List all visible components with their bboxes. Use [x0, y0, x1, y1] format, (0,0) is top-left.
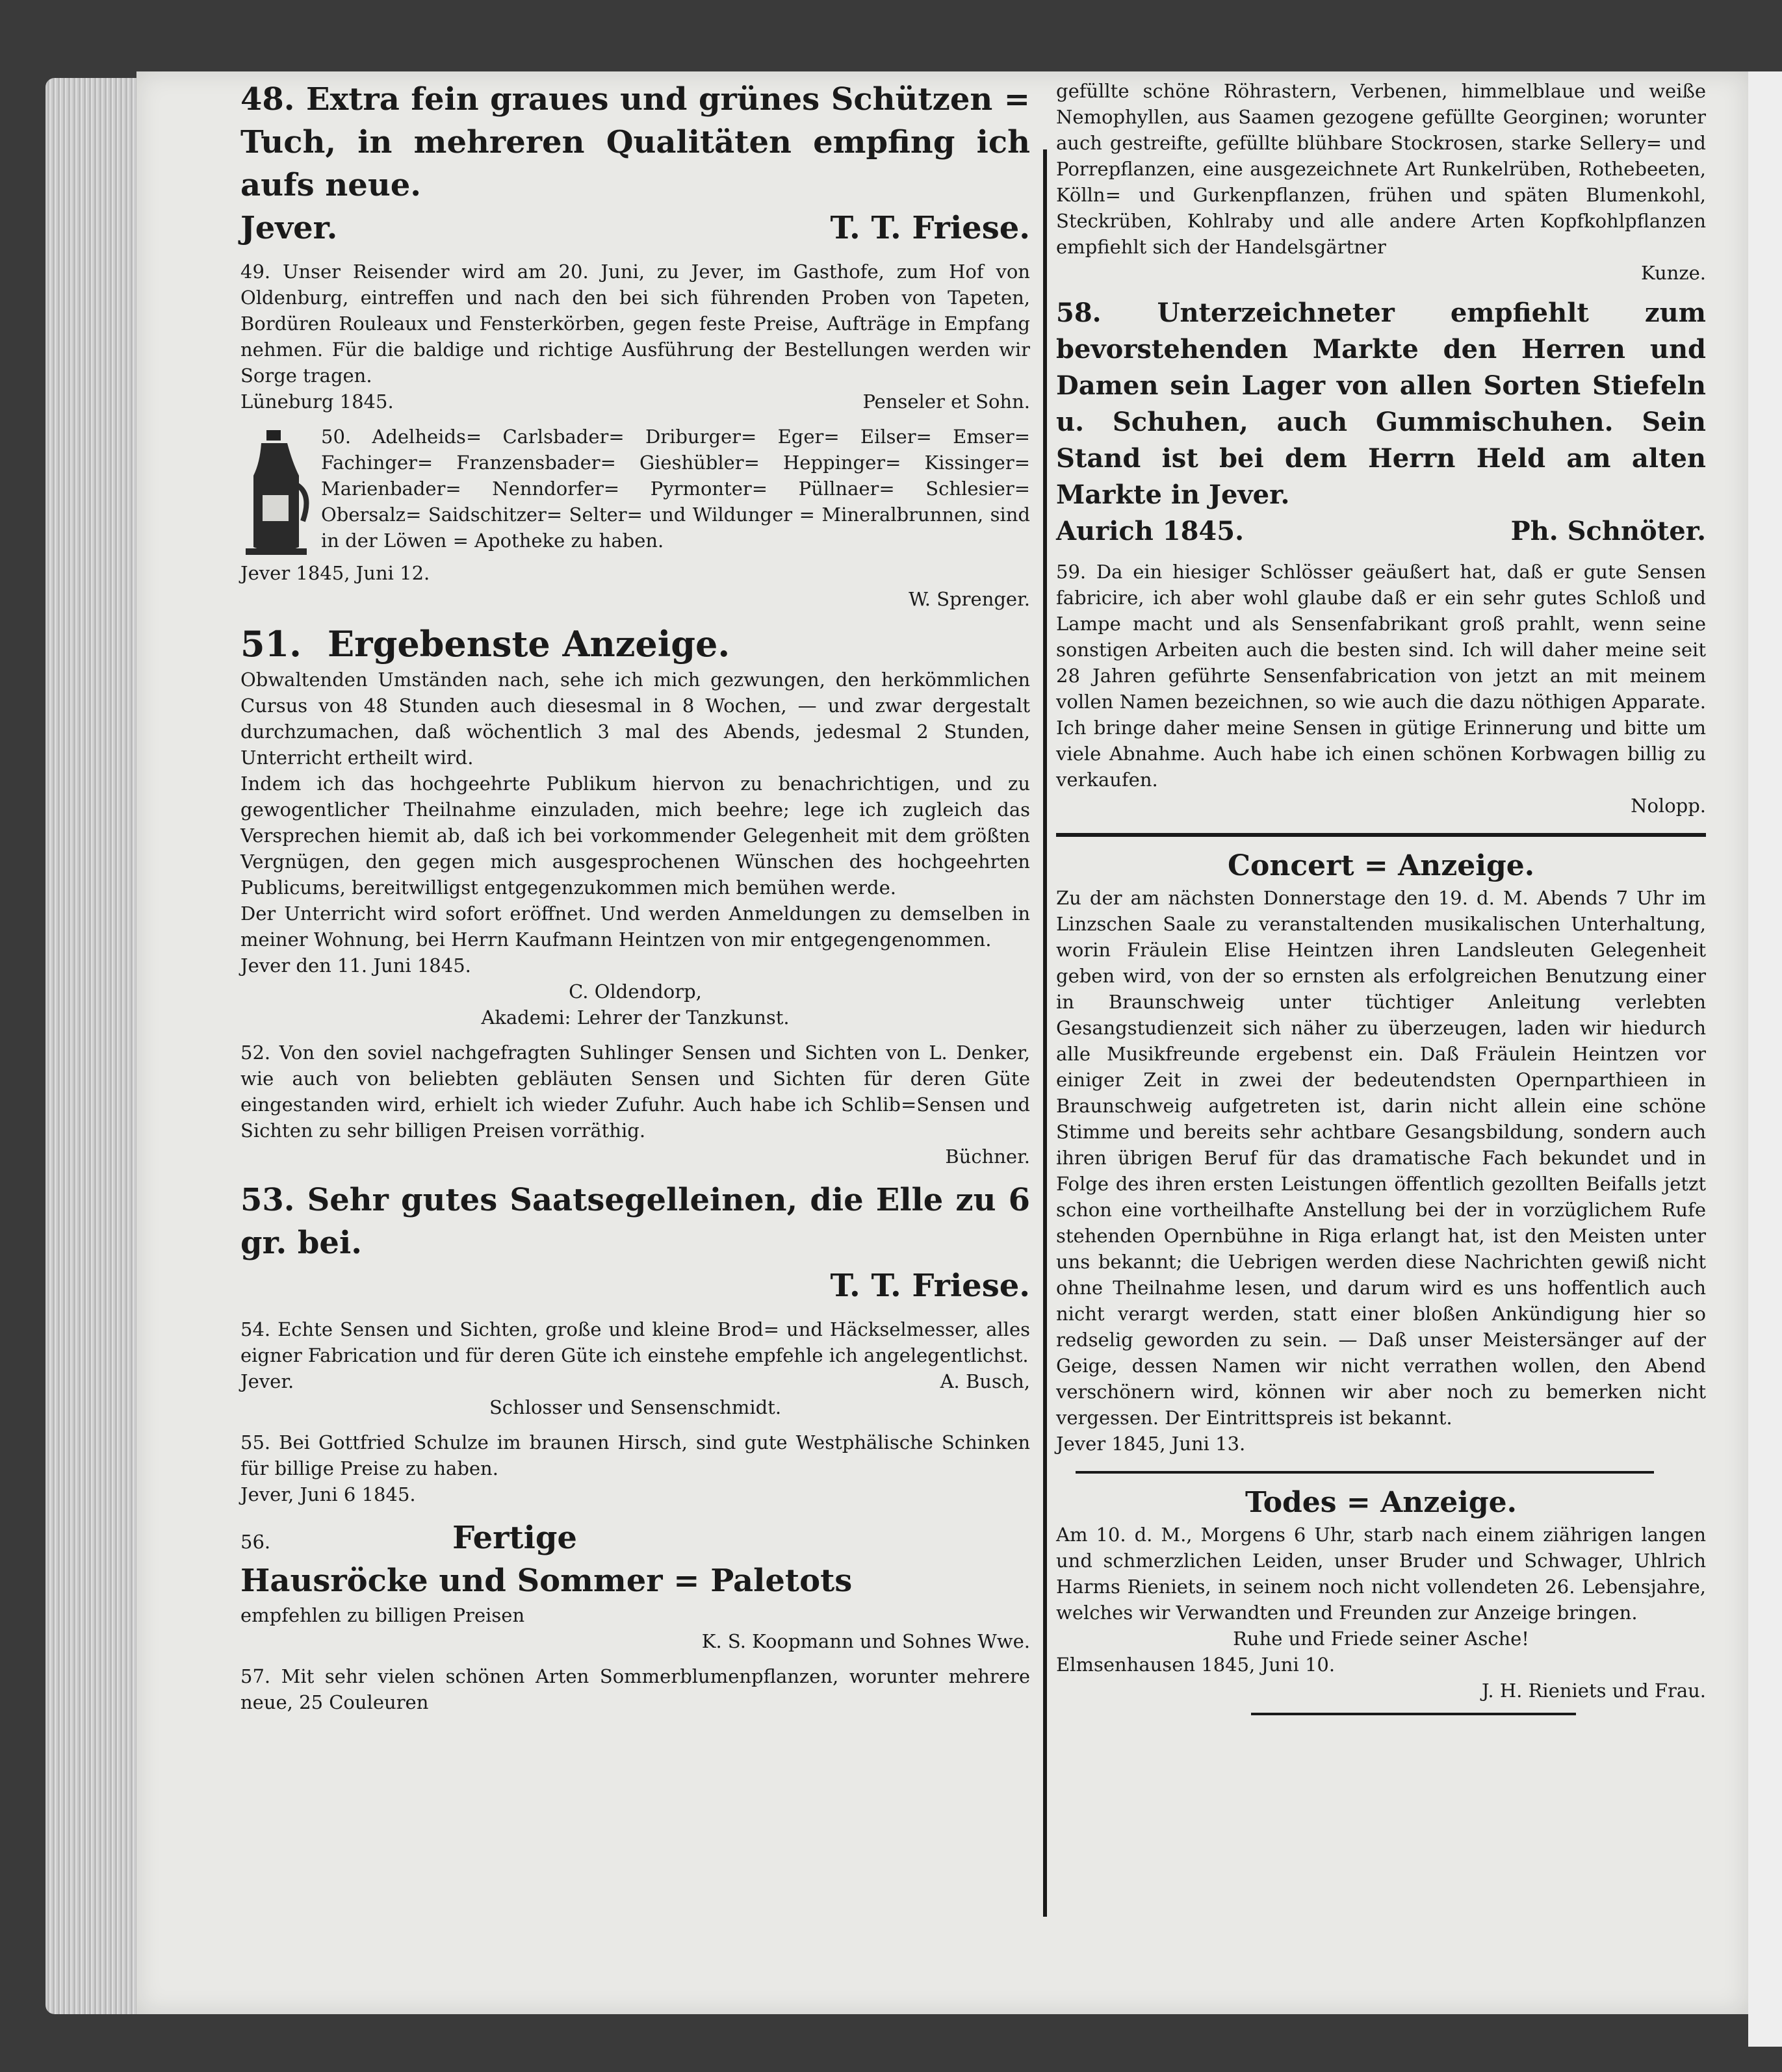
- ad-53-text: 53. Sehr gutes Saatsegelleinen, die Elle zu 6 gr. bei.: [240, 1182, 1030, 1261]
- ad-50: [240, 424, 1030, 612]
- ad-52-text: 52. Von den soviel nachgefragten Suhlinger Sensen und Sichten von L. Denker, wie auch von beliebten gebläuten Sensen und Sichten für deren Güte eingestanden wird, erhielt ich wieder Zufuhr. Auch habe ich Schlib=Sensen und Sichten zu sehr billigen Preisen vorräthig.: [240, 1042, 1030, 1142]
- ad-56-signature: K. S. Koopmann und Sohnes Wwe.: [701, 1630, 1030, 1652]
- ad-51-paragraph-1: Obwaltenden Umständen nach, sehe ich mich gezwungen, den herkömmlichen Cursus von 48 Stunden auch diesesmal in 8 Wochen, — und zwar dergestalt durchzumachen, daß wöchentlich 3 mal des Abends, jedesmal 2 Stunden, Unterricht ertheilt wird.: [240, 669, 1030, 769]
- ad-49-signature: Penseler et Sohn.: [862, 390, 1030, 413]
- concert-text: Zu der am nächsten Donnerstage den 19. d. M. Abends 7 Uhr im Linzschen Saale zu veranstaltenden musikalischen Unterhaltung, worin Fräulein Elise Heintzen ihren Landsleuten Gelegenheit geben wird, von der so ernsten als erfolgreichen Benutzung einer in Braunschweig unter tüchtiger Anleitung verlebten Gesangstudienzeit sich näher zu überzeugen, laden wir hiedurch alle Musikfreunde ergebenst ein. Daß Fräulein Heintzen vor einiger Zeit in zwei der bedeutendsten Opernparthieen in Braunschweig aufgetreten ist, darin nicht allein eine schöne Stimme und bereits sehr achtbare Gesangsbildung, sondern auch ihren übrigen Beruf für das dramatische Fach bekundet und in Folge des ihren ersten Leistungen öffentlich gezollten Beifalls jetzt schon eine vortheilhafte Anstellung bei der in vorzüglichem Rufe stehenden Opernbühne in Riga erlangt hat, ist den Meisten unter uns bekannt; die Uebrigen werden diese Nachrichten gewiß nicht ohne Theilnahme lesen, und darum wird es uns hoffentlich auch nicht verargt werden, statt einer bloßen Ankündigung hier so redselig geworden zu sein. — Daß unser Meistersänger auf der Geige, dessen Namen wir nicht verrathen wollen, den Abend verschönern wird, können wir aber noch zu bemerken nicht vergessen. Der Eintrittspreis ist bekannt.: [1056, 887, 1706, 1429]
- ad-56-title-line-1: Fertige: [452, 1520, 577, 1556]
- concert-date: Jever 1845, Juni 13.: [1056, 1433, 1246, 1455]
- ad-49-place: Lüneburg 1845.: [240, 390, 394, 413]
- ad-49: [240, 259, 1030, 415]
- ad-52-signature: Büchner.: [945, 1145, 1030, 1168]
- ad-58-signature: Ph. Schnöter.: [1510, 516, 1706, 546]
- death-notice: [1056, 1484, 1706, 1704]
- ad-56-title-line-2: Hausröcke und Sommer = Paletots: [240, 1563, 853, 1599]
- ad-57: [240, 1663, 1030, 1715]
- ad-57-text: 57. Mit sehr vielen schönen Arten Sommerblumenpflanzen, worunter mehrere neue, 25 Couleuren: [240, 1665, 1030, 1713]
- ad-56: [240, 1516, 1030, 1654]
- ad-56-number: 56.: [240, 1531, 271, 1553]
- ad-48: [240, 78, 1030, 249]
- ad-48-text: 48. Extra fein graues und grünes Schützen = Tuch, in mehreren Qualitäten empfing ich aufs neue.: [240, 81, 1030, 203]
- concert-notice: [1056, 847, 1706, 1457]
- next-page-edge: [1748, 71, 1782, 2047]
- ad-59-text: 59. Da ein hiesiger Schlösser geäußert hat, daß er gute Sensen fabricire, ich aber wohl glaube daß er ein sehr gutes Schloß und Lampe macht und als Sensenfabrikant groß prahlt, wenn seine sonstigen Arbeiten auch die besten sind. Ich will daher meine seit 28 Jahren geführte Sensenfabrication von jetzt an mit meinem vollen Namen bezeichnen, so wie auch die dazu nöthigen Apparate. Ich bringe daher meine Sensen in gütige Erinnerung und bitte um viele Abnahme. Auch habe ich einen schönen Korbwagen billig zu verkaufen.: [1056, 561, 1706, 791]
- ad-51-paragraph-2: Indem ich das hochgeehrte Publikum hiervon zu benachrichtigen, und zu gewogentlicher Theilnahme einzuladen, mich beehre; lege ich zugleich das Versprechen hiemit ab, daß ich bei vorkommender Gelegenheit mit dem größten Vergnügen, den gegen mich ausgesprochenen Wünschen des hochgeehrten Publicums, bereitwilligst entgegenzukommen mich bemühen werde.: [240, 773, 1030, 899]
- ad-51-date: Jever den 11. Juni 1845.: [240, 954, 471, 977]
- ad-58-text: 58. Unterzeichneter empfiehlt zum bevorstehenden Markte den Herren und Damen sein Lager von allen Sorten Stiefeln u. Schuhen, auch Gummischuhen. Sein Stand ist bei dem Herrn Held am alten Markte in Jever.: [1056, 298, 1706, 510]
- ad-54-signature: A. Busch,: [940, 1370, 1030, 1392]
- ad-55: [240, 1429, 1030, 1507]
- column-divider: [1043, 149, 1047, 1917]
- ad-54-place: Jever.: [240, 1370, 294, 1392]
- ad-51: [240, 621, 1030, 1030]
- concert-title: Concert = Anzeige.: [1227, 849, 1535, 882]
- ad-51-number: 51.: [240, 623, 302, 665]
- ad-55-text: 55. Bei Gottfried Schulze im braunen Hirsch, sind gute Westphälische Schinken für billige Preise zu haben.: [240, 1431, 1030, 1479]
- ad-58-place: Aurich 1845.: [1056, 516, 1245, 546]
- death-notice-blessing: Ruhe und Friede seiner Asche!: [1233, 1628, 1529, 1650]
- section-rule: [1056, 833, 1706, 837]
- ad-50-signature: W. Sprenger.: [909, 588, 1030, 610]
- right-column: [1056, 78, 1706, 1715]
- ad-58: [1056, 295, 1706, 550]
- ad-55-date: Jever, Juni 6 1845.: [240, 1483, 416, 1505]
- ad-59-signature: Nolopp.: [1631, 795, 1706, 817]
- closing-rule: [1251, 1713, 1576, 1715]
- ad-57-continued: [1056, 78, 1706, 286]
- death-notice-text: Am 10. d. M., Morgens 6 Uhr, starb nach einem ziährigen langen und schmerzlichen Leiden, unser Bruder und Schwager, Uhlrich Harms Rieniets, in seinem noch nicht vollendeten 26. Lebensjahre, welches wir Verwandten und Freunden zur Anzeige bringen.: [1056, 1524, 1706, 1624]
- ad-53: [240, 1179, 1030, 1307]
- ad-48-place: Jever.: [240, 210, 338, 246]
- ad-51-paragraph-3: Der Unterricht wird sofort eröffnet. Und werden Anmeldungen zu demselben in meiner Wohnung, bei Herrn Kaufmann Heintzen von mir entgegengenommen.: [240, 902, 1030, 951]
- death-notice-title: Todes = Anzeige.: [1245, 1486, 1517, 1519]
- ad-54: [240, 1316, 1030, 1420]
- ad-57-continued-text: gefüllte schöne Röhrastern, Verbenen, himmelblaue und weiße Nemophyllen, aus Saamen gezogene gefüllte Georginen; worunter auch gestreifte, gefüllte blühbare Stockrosen, starke Sellery= und Porrepflanzen, eine ausgezeichnete Art Runkelrüben, Rothebeeten, Kölln= und Gurkenpflanzen, frühen und späten Blumenkohl, Steckrüben, Kohlraby und alle andere Arten Kopfkohlpflanzen empfiehlt sich der Handelsgärtner: [1056, 80, 1706, 258]
- section-rule: [1076, 1471, 1654, 1474]
- ad-51-signature-title: Akademi: Lehrer der Tanzkunst.: [481, 1006, 790, 1029]
- ad-50-text: 50. Adelheids= Carlsbader= Driburger= Eger= Eilser= Emser= Fachinger= Franzensbader= Gieshübler= Heppinger= Kissinger= Marienbader= Nenndorfer= Pyrmonter= Püllnaer= Schlesier= Obersalz= Saidschitzer= Selter= und Wildunger = Mineralbrunnen, sind in der Löwen = Apotheke zu haben.: [321, 426, 1030, 552]
- ad-57-signature: Kunze.: [1640, 262, 1706, 284]
- ad-48-signature: T. T. Friese.: [830, 210, 1030, 246]
- ad-54-text: 54. Echte Sensen und Sichten, große und kleine Brod= und Häckselmesser, alles eigner Fabrication und für deren Güte ich einstehe empfehle ich angelegentlichst.: [240, 1318, 1030, 1366]
- death-notice-place: Elmsenhausen 1845, Juni 10.: [1056, 1654, 1336, 1676]
- ad-49-text: 49. Unser Reisender wird am 20. Juni, zu Jever, im Gasthofe, zum Hof von Oldenburg, eintreffen und nach den bei sich führenden Proben von Tapeten, Bordüren Rouleaux und Fensterkörben, gegen feste Preise, Aufträge in Empfang nehmen. Für die baldige und richtige Ausführung der Bestellungen werden wir Sorge tragen.: [240, 261, 1030, 387]
- ad-54-signature-title: Schlosser und Sensenschmidt.: [489, 1396, 782, 1418]
- ad-56-subtitle: empfehlen zu billigen Preisen: [240, 1604, 525, 1626]
- ad-53-signature: T. T. Friese.: [830, 1268, 1030, 1304]
- mineral-water-jug-icon: [240, 424, 312, 560]
- ad-51-signature: C. Oldendorp,: [569, 980, 702, 1003]
- ad-50-date: Jever 1845, Juni 12.: [240, 562, 430, 584]
- ad-52: [240, 1040, 1030, 1170]
- death-notice-signature: J. H. Rieniets und Frau.: [1482, 1680, 1706, 1702]
- left-column: [240, 78, 1030, 1724]
- ad-51-title: Ergebenste Anzeige.: [327, 623, 730, 665]
- ad-59: [1056, 559, 1706, 819]
